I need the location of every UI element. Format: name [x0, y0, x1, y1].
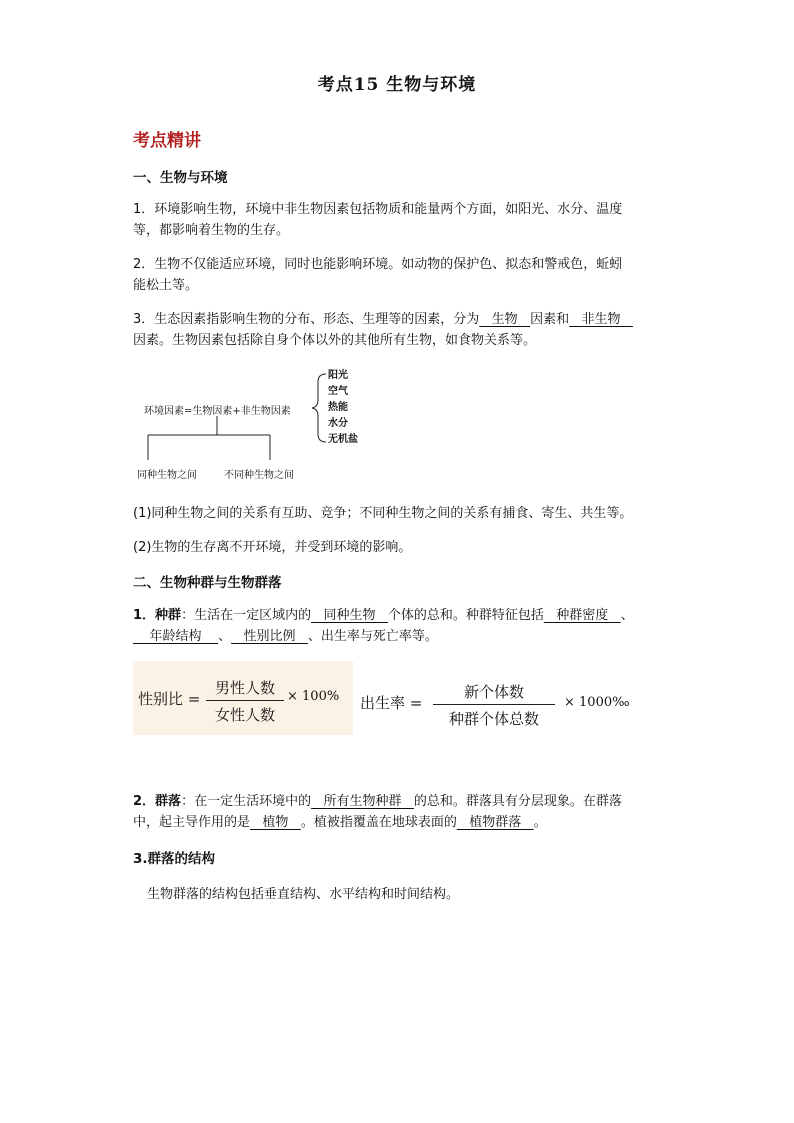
abiotic-item: 水分: [328, 418, 348, 429]
population-line-2: [133, 626, 438, 647]
paragraph-1-line-1: 1．环境影响生物，环境中非生物因素包括物质和能量两个方面，如阳光、水分、温度: [133, 202, 623, 217]
paragraph-3-line-1: [133, 309, 633, 330]
sex-ratio-lhs: 性别比 =: [138, 690, 201, 708]
community-text-e: 。: [533, 815, 547, 830]
community-text-d: 。植被指覆盖在地球表面的: [300, 815, 457, 830]
birth-rate-numerator: 新个体数: [463, 683, 524, 701]
community-text-c: 中，起主导作用的是: [133, 815, 251, 830]
abiotic-list: [328, 368, 358, 448]
blank-all-populations: 所有生物种群: [311, 794, 414, 809]
population-line-1: [133, 605, 634, 626]
heading-biology-environment: 一、生物与环境: [133, 170, 228, 186]
birth-rate-fraction-bar: [433, 704, 555, 705]
sex-ratio-denominator: 女性人数: [214, 706, 275, 724]
community-term: 群落: [155, 794, 182, 809]
note-2: (2)生物的生存离不开环境，并受到环境的影响。: [133, 540, 412, 555]
paragraph-1-line-2: 等，都影响着生物的生存。: [133, 223, 290, 238]
heading-population-community: 二、生物种群与生物群落: [133, 575, 282, 591]
population-term: 种群: [155, 608, 182, 623]
paragraph-2-line-1: 2．生物不仅能适应环境，同时也能影响环境。如动物的保护色、拟态和警戒色，蚯蚓: [133, 257, 623, 272]
birth-rate-lhs: 出生率 =: [360, 694, 423, 712]
paragraph-3-text-b: 因素和: [530, 312, 570, 327]
sex-ratio-fraction-bar: [206, 700, 284, 701]
community-text-b: 的总和。群落具有分层现象。在群落: [413, 794, 622, 809]
page-title: 考点15 生物与环境: [317, 75, 477, 95]
population-text-b: 个体的总和。种群特征包括: [387, 608, 544, 623]
paragraph-3-text-a: 3．生态因素指影响生物的分布、形态、生理等的因素，分为: [133, 312, 480, 327]
note-1: (1)同种生物之间的关系有互助、竞争；不同种生物之间的关系有捕食、寄生、共生等。: [133, 506, 633, 521]
community-structure-text: 生物群落的结构包括垂直结构、水平结构和时间结构。: [147, 887, 460, 902]
diagram-different-species: 不同种生物之间: [224, 470, 294, 481]
blank-plants: 植物: [250, 815, 301, 830]
abiotic-item: 空气: [328, 386, 348, 397]
abiotic-item: 热能: [328, 402, 348, 413]
population-text-a: ：生活在一定区域内的: [181, 608, 312, 623]
diagram-root: 环境因素=生物因素+非生物因素: [144, 406, 291, 417]
birth-rate-rhs: × 1000‰: [564, 695, 630, 710]
paragraph-2-line-2: 能松土等。: [133, 278, 199, 293]
blank-same-species: 同种生物: [311, 608, 388, 623]
blank-population-density: 种群密度: [543, 608, 621, 623]
birth-rate-denominator: 种群个体总数: [448, 710, 539, 728]
abiotic-item: 无机盐: [328, 434, 358, 445]
blank-age-structure: 年龄结构: [133, 629, 219, 644]
population-text-c: 、: [620, 608, 634, 623]
community-number: 2．: [133, 794, 156, 809]
population-number: 1．: [133, 608, 156, 623]
community-text-a: ：在一定生活环境中的: [181, 794, 312, 809]
population-text-d: 、: [218, 629, 232, 644]
blank-biotic: 生物: [479, 312, 531, 327]
sex-ratio-numerator: 男性人数: [214, 679, 275, 697]
blank-sex-ratio: 性别比例: [231, 629, 308, 644]
sex-ratio-rhs: × 100%: [287, 689, 340, 704]
blank-plant-community: 植物群落: [456, 815, 534, 830]
community-line-2: [133, 812, 547, 833]
population-text-e: 、出生率与死亡率等。: [307, 629, 438, 644]
diagram-same-species: 同种生物之间: [137, 470, 197, 481]
section-title: 考点精讲: [133, 131, 201, 151]
blank-abiotic: 非生物: [569, 312, 633, 327]
abiotic-item: 阳光: [328, 370, 348, 381]
paragraph-3-line-2: 因素。生物因素包括除自身个体以外的其他所有生物，如食物关系等。: [133, 333, 537, 348]
brace-icon: [312, 374, 326, 442]
community-line-1: [133, 791, 622, 812]
heading-community-structure: 3.群落的结构: [133, 851, 216, 867]
